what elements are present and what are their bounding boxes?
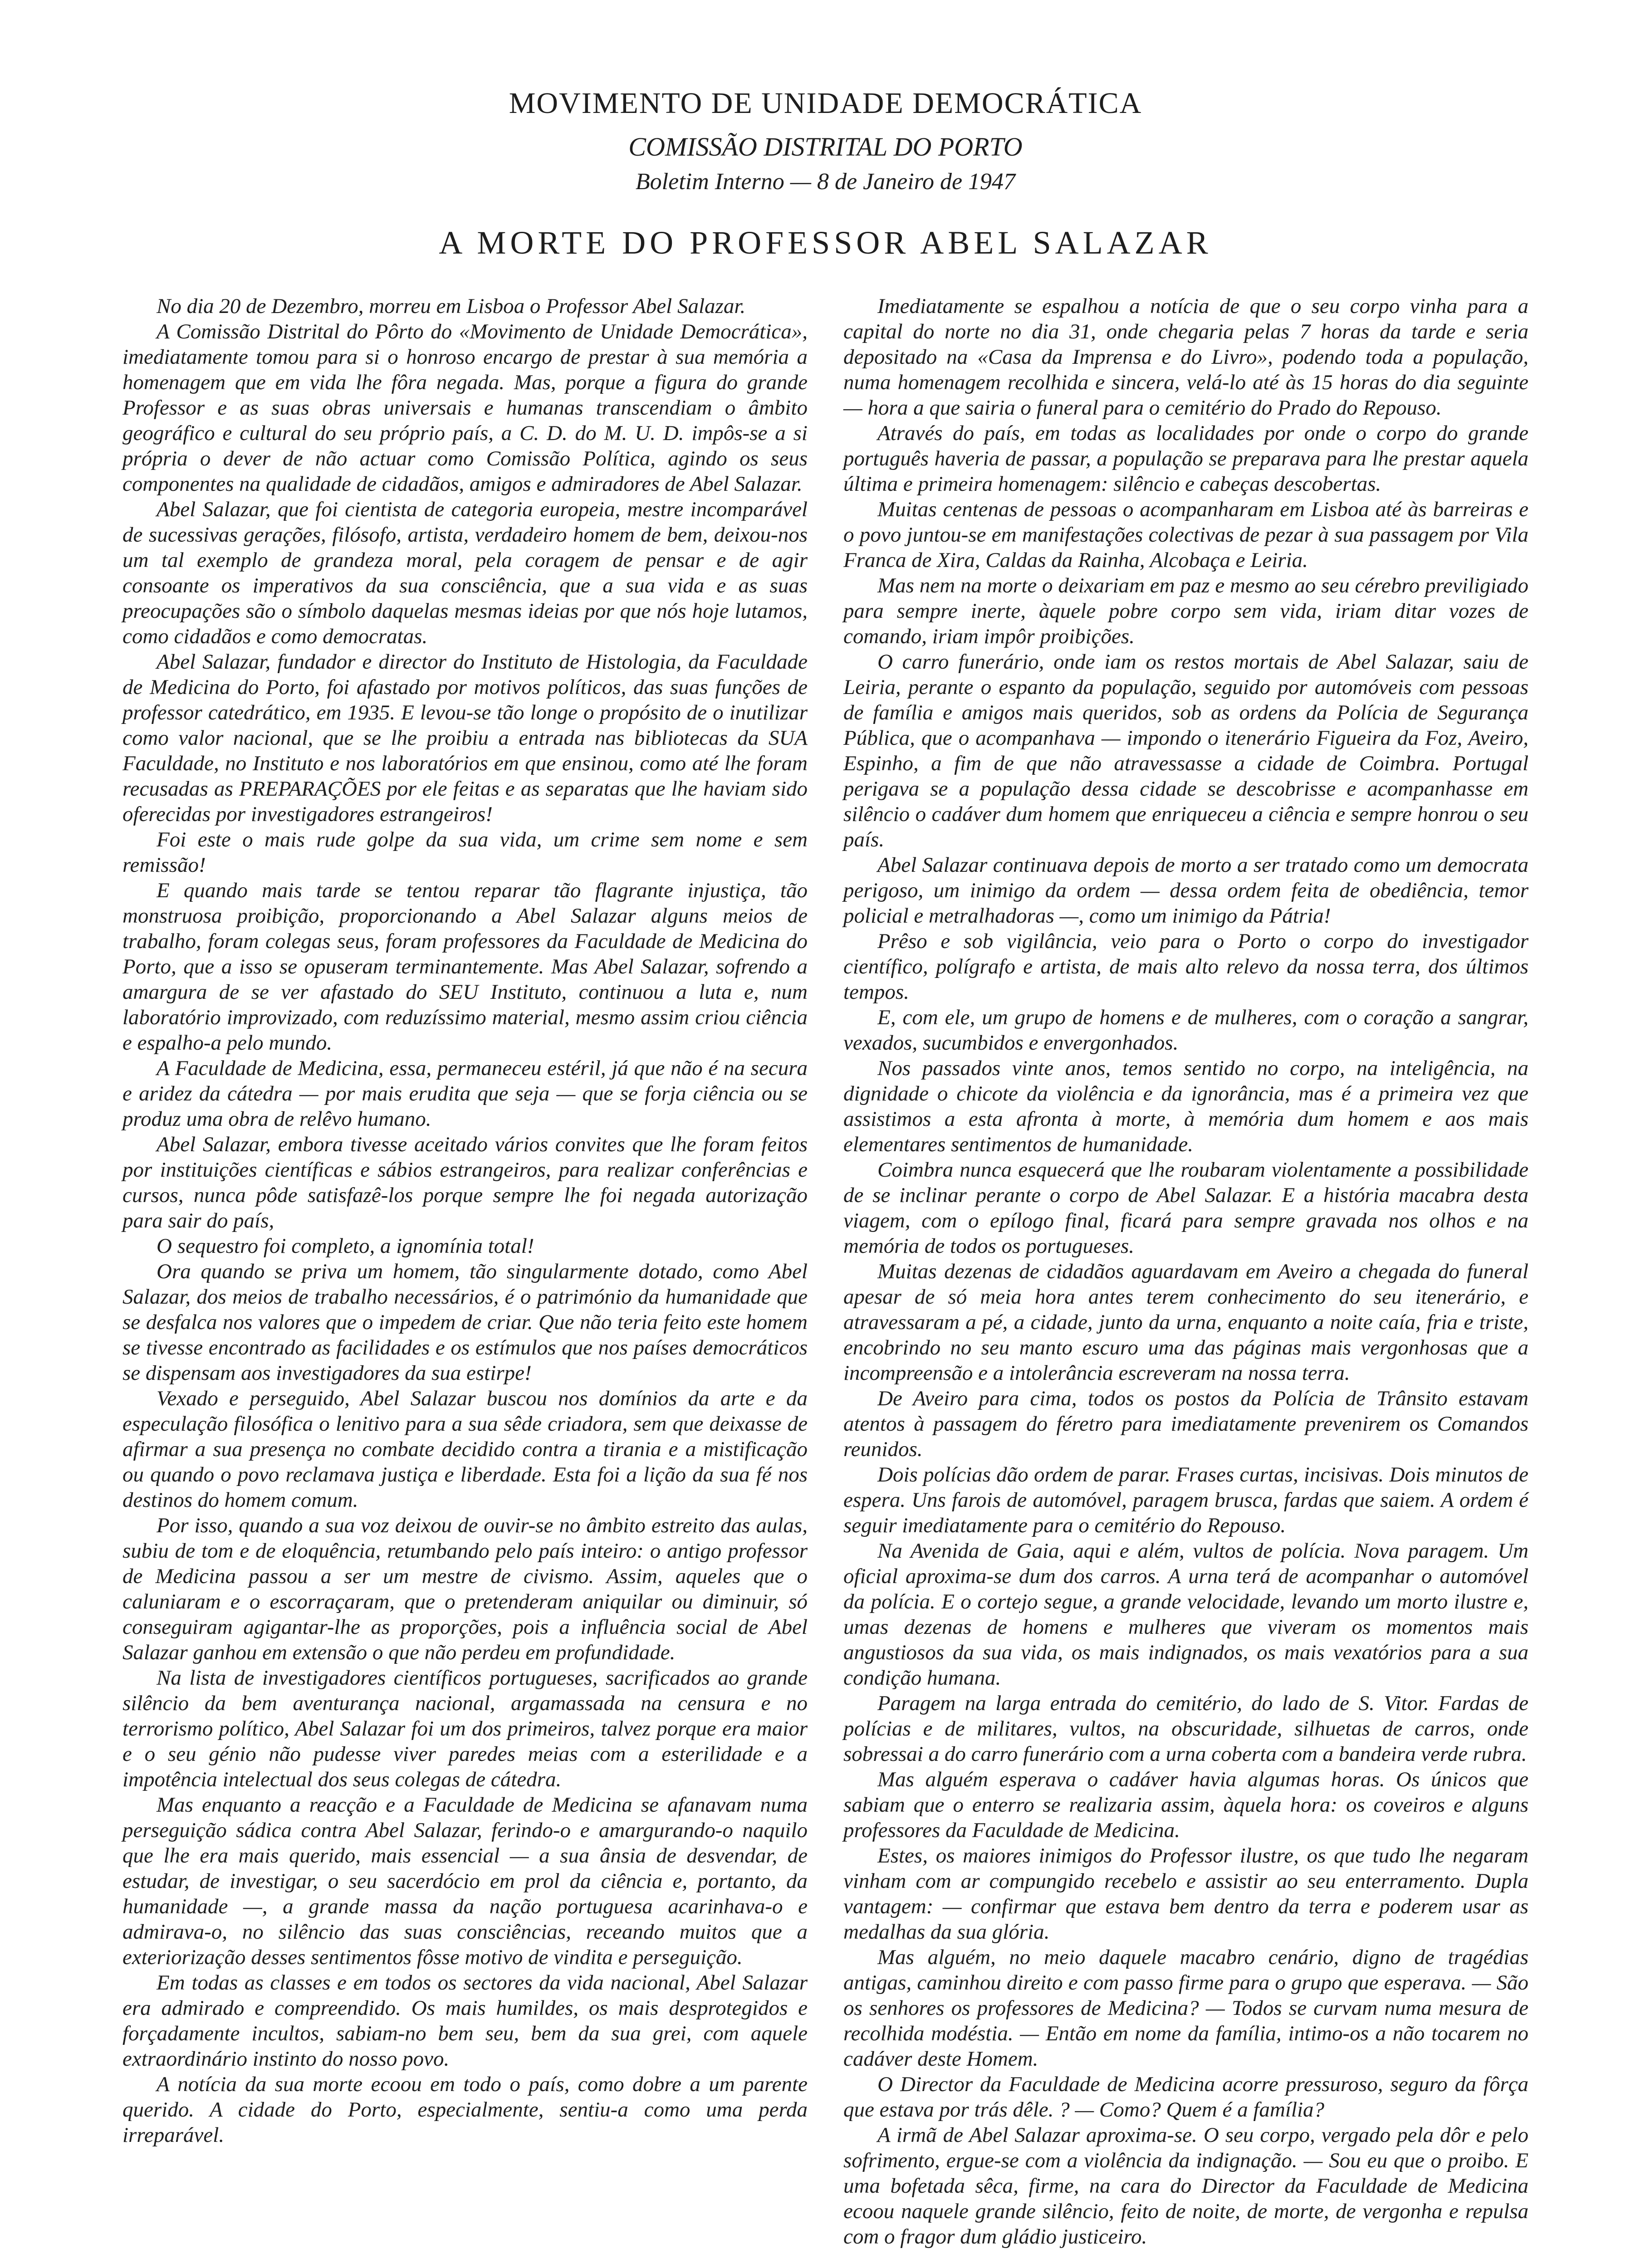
commission-name: COMISSÃO DISTRITAL DO PORTO — [628, 132, 1023, 161]
paragraph: E, com ele, um grupo de homens e de mulheres, com o coração a sangrar, vexados, sucumbidos e envergonhados. — [843, 1006, 1528, 1055]
paragraph: A notícia da sua morte ecoou em todo o país, como dobre a um parente querido. A cidade do Porto, especialmente, sentiu-a como uma perda irreparável. — [122, 2072, 808, 2147]
paragraph: De Aveiro para cima, todos os postos da Polícia de Trânsito estavam atentos à passagem do féretro para imediatamente prevenirem os Comandos reunidos. — [843, 1387, 1528, 1461]
paragraph: Paragem na larga entrada do cemitério, do lado de S. Vitor. Fardas de polícias e de militares, vultos, na obscuridade, silhuetas de carros, onde sobressai a do carro funerário com a urna coberta com a bandeira verde rubra. — [843, 1691, 1528, 1766]
paragraph: Coimbra nunca esquecerá que lhe roubaram violentamente a possibilidade de se inclinar perante o corpo de Abel Salazar. E a história macabra desta viagem, com o epílogo final, ficará para sempre gravada nos olhos e na memória de todos os portugueses. — [843, 1158, 1528, 1258]
paragraph: Mas enquanto a reacção e a Faculdade de Medicina se afanavam numa perseguição sádica contra Abel Salazar, ferindo-o e amargurando-o naquilo que lhe era mais querido, mais essencial — a sua ânsia de desvendar, de estudar, de investigar, o seu sacerdócio em prol da ciência e, portanto, da humanidade —, a grande massa da nação portuguesa acarinhava-o e admirava-o, no silêncio das suas consciências, receando muitos que a exteriorização desses sentimentos fôsse motivo de vindita e perseguição. — [122, 1793, 808, 1969]
paragraph: A irmã de Abel Salazar aproxima-se. O seu corpo, vergado pela dôr e pelo sofrimento, ergue-se com a violência da indignação. — Sou eu que o proibo. E uma bofetada sêca, firme, na cara do Director da Faculdade de Medicina ecoou naquele grande silêncio, feito de noite, de morte, de vergonha e repulsa com o fragor dum gládio justiceiro. — [843, 2123, 1528, 2248]
paragraph: Mas alguém, no meio daquele macabro cenário, digno de tragédias antigas, caminhou direito e com passo firme para o grupo que esperava. — São os senhores os professores de Medicina? — Todos se curvam numa mesura de recolhida modéstia. — Então em nome da família, intimo-os a não tocarem no cadáver deste Homem. — [843, 1945, 1528, 2071]
paragraph: Abel Salazar, fundador e director do Instituto de Histologia, da Faculdade de Medicina do Porto, foi afastado por motivos políticos, das suas funções de professor catedrático, em 1935. E levou-se tão longe o propósito de o inutilizar como valor nacional, que se lhe proibiu a entrada nas bibliotecas da SUA Faculdade, no Instituto e nos laboratórios em que ensinou, como até lhe foram recusadas as PREPARAÇÕES por ele feitas e as separatas que lhe haviam sido oferecidas por investigadores estrangeiros! — [122, 650, 808, 826]
paragraph: Ora quando se priva um homem, tão singularmente dotado, como Abel Salazar, dos meios de trabalho necessários, é o património da humanidade que se desfalca nos valores que o impedem de criar. Que não teria feito este homem se tivesse encontrado as facilidades e os estímulos que nos países democráticos se dispensam aos investigadores da sua estirpe! — [122, 1260, 808, 1385]
paragraph: Nos passados vinte anos, temos sentido no corpo, na inteligência, na dignidade o chicote da violência e da ignorância, mas é a primeira vez que assistimos a esta afronta à morte, à memória dum homem e aos mais elementares sentimentos de humanidade. — [843, 1056, 1528, 1156]
paragraph: Muitas dezenas de cidadãos aguardavam em Aveiro a chegada do funeral apesar de só meia hora antes terem conhecimento do seu itenerário, e atravessaram a pé, a cidade, junto da urna, enquanto a noite caía, fria e triste, encobrindo no seu manto escuro uma das páginas mais vergonhosas que a incompreensão e a intolerância escreveram na nossa terra. — [843, 1260, 1528, 1385]
article-body — [122, 293, 1528, 2249]
paragraph: Por isso, quando a sua voz deixou de ouvir-se no âmbito estreito das aulas, subiu de tom e de eloquência, retumbando pelo país inteiro: o antigo professor de Medicina passou a ser um mestre de civismo. Assim, aqueles que o caluniaram e o escorraçaram, que o pretenderam aniquilar ou diminuir, só conseguiram agigantar-lhe as proporções, pois a influência social de Abel Salazar ganhou em extensão o que não perdeu em profundidade. — [122, 1514, 808, 1664]
paragraph: O sequestro foi completo, a ignomínia total! — [157, 1234, 534, 1258]
paragraph: Vexado e perseguido, Abel Salazar buscou nos domínios da arte e da especulação filosófica o lenitivo para a sua sêde criadora, sem que deixasse de afirmar a sua presença no combate decidido contra a tirania e a mistificação ou quando o povo reclamava justiça e liberdade. Esta foi a lição da sua fé nos destinos do homem comum. — [122, 1387, 808, 1512]
paragraph: E quando mais tarde se tentou reparar tão flagrante injustiça, tão monstruosa proibição, proporcionando a Abel Salazar alguns meios de trabalho, foram colegas seus, foram professores da Faculdade de Medicina do Porto, que a isso se opuseram terminantemente. Mas Abel Salazar, sofrendo a amargura de se ver afastado do SEU Instituto, continuou a luta e, num laboratório improvizado, com reduzíssimo material, mesmo assim criou ciência e espalho-a pelo mundo. — [122, 879, 808, 1055]
article-title: A MORTE DO PROFESSOR ABEL SALAZAR — [439, 225, 1212, 261]
paragraph: Em todas as classes e em todos os sectores da vida nacional, Abel Salazar era admirado e compreendido. Os mais humildes, os mais desprotegidos e forçadamente incultos, sabiam-no bem seu, bem da sua grei, com aquele extraordinário instinto do nosso povo. — [122, 1971, 808, 2071]
paragraph: O carro funerário, onde iam os restos mortais de Abel Salazar, saiu de Leiria, perante o espanto da população, seguido por automóveis com pessoas de família e amigos mais queridos, sob as ordens da Polícia de Segurança Pública, que o acompanhava — impondo o itenerário Figueira da Foz, Aveiro, Espinho, a fim de que não atravessasse a cidade de Coimbra. Portugal perigava se a população dessa cidade se descobrisse e acompanhasse em silêncio o cadáver dum homem que enriqueceu a ciência e sempre honrou o seu país. — [843, 650, 1528, 851]
paragraph: Dois polícias dão ordem de parar. Frases curtas, incisivas. Dois minutos de espera. Uns farois de automóvel, paragem brusca, fardas que saiem. A ordem é seguir imediatamente para o cemitério do Repouso. — [843, 1463, 1528, 1537]
paragraph: Estes, os maiores inimigos do Professor ilustre, os que tudo lhe negaram vinham com ar compungido recebelo e assistir ao seu enterramento. Dupla vantagem: — confirmar que estava bem dentro da terra e poderem usar as medalhas da sua glória. — [843, 1844, 1528, 1944]
organization-name: MOVIMENTO DE UNIDADE DEMOCRÁTICA — [509, 87, 1142, 120]
paragraph: Foi este o mais rude golpe da sua vida, um crime sem nome e sem remissão! — [122, 828, 808, 877]
paragraph: Abel Salazar continuava depois de morto a ser tratado como um democrata perigoso, um inimigo da ordem — dessa ordem feita de obediência, temor policial e metralhadoras —, como um inimigo da Pátria! — [843, 853, 1528, 928]
paragraph: Na lista de investigadores científicos portugueses, sacrificados ao grande silêncio da bem aventurança nacional, argamassada na censura e no terrorismo político, Abel Salazar foi um dos primeiros, talvez porque era maior e o seu génio não pudesse viver paredes meias com a esterilidade e a impotência intelectual dos seus colegas de cátedra. — [122, 1666, 808, 1791]
paragraph: Abel Salazar, que foi cientista de categoria europeia, mestre incomparável de sucessivas gerações, filósofo, artista, verdadeiro homem de bem, deixou-nos um tal exemplo de grandeza moral, pela coragem de pensar e de agir consoante os imperativos da sua consciência, que a sua vida e as suas preocupações são o símbolo daquelas mesmas ideias por que nós hoje lutamos, como cidadãos e como democratas. — [122, 498, 808, 648]
paragraph: Muitas centenas de pessoas o acompanharam em Lisboa até às barreiras e o povo juntou-se em manifestações colectivas de pezar à sua passagem por Vila Franca de Xira, Caldas da Rainha, Alcobaça e Leiria. — [843, 498, 1528, 572]
paragraph: A Comissão Distrital do Pôrto do «Movimento de Unidade Democrática», imediatamente tomou para si o honroso encargo de prestar à sua memória a homenagem que em vida lhe fôra negada. Mas, porque a figura do grande Professor e as suas obras universais e humanas transcendiam o âmbito geográfico e cultural do seu próprio país, a C. D. do M. U. D. impôs-se a si própria o dever de não actuar como Comissão Política, agindo os seus componentes na qualidade de cidadãos, amigos e admiradores de Abel Salazar. — [122, 320, 808, 496]
paragraph: Na Avenida de Gaia, aqui e além, vultos de polícia. Nova paragem. Um oficial aproxima-se dum dos carros. A urna terá de acompanhar o automóvel da polícia. E o cortejo segue, a grande velocidade, levando um morto ilustre e, umas dezenas de homens e mulheres que viveram os momentos mais angustiosos da sua vida, os mais indignados, os mais vexatórios para a sua condição humana. — [843, 1539, 1528, 1690]
paragraph: Mas alguém esperava o cadáver havia algumas horas. Os únicos que sabiam que o enterro se realizaria assim, àquela hora: os coveiros e alguns professores da Faculdade de Medicina. — [843, 1768, 1528, 1842]
document-header — [122, 86, 1528, 262]
paragraph: Imediatamente se espalhou a notícia de que o seu corpo vinha para a capital do norte no dia 31, onde chegaria pelas 7 horas da tarde e seria depositado na «Casa da Imprensa e do Livro», podendo toda a população, numa homenagem recolhida e sincera, velá-lo até às 15 horas do dia seguinte — hora a que sairia o funeral para o cemitério do Prado do Repouso. — [843, 294, 1528, 420]
left-column — [122, 293, 808, 2249]
paragraph: Prêso e sob vigilância, veio para o Porto o corpo do investigador científico, polígrafo e artista, de mais alto relevo da nossa terra, dos últimos tempos. — [843, 929, 1528, 1004]
paragraph: Através do país, em todas as localidades por onde o corpo do grande português haveria de passar, a população se preparava para lhe prestar aquela última e primeira homenagem: silêncio e cabeças descobertas. — [843, 421, 1528, 496]
paragraph: A Faculdade de Medicina, essa, permaneceu estéril, já que não é na secura e aridez da cátedra — por mais erudita que seja — que se forja ciência ou se produz uma obra de relêvo humano. — [122, 1056, 808, 1131]
paragraph: No dia 20 de Dezembro, morreu em Lisboa o Professor Abel Salazar. — [157, 294, 746, 318]
bulletin-date: Boletim Interno — 8 de Janeiro de 1947 — [635, 169, 1016, 195]
right-column — [843, 293, 1528, 2249]
paragraph: Abel Salazar, embora tivesse aceitado vários convites que lhe foram feitos por instituições científicas e sábios estrangeiros, para realizar conferências e cursos, nunca pôde satisfazê-los porque sempre lhe foi negada autorização para sair do país, — [122, 1133, 808, 1232]
paragraph: O Director da Faculdade de Medicina acorre pressuroso, seguro da fôrça que estava por trás dêle. ? — Como? Quem é a família? — [843, 2072, 1528, 2121]
paragraph: Mas nem na morte o deixariam em paz e mesmo ao seu cérebro previligiado para sempre inerte, àquele pobre corpo sem vida, iriam ditar vozes de comando, iriam impôr proibições. — [843, 574, 1528, 648]
